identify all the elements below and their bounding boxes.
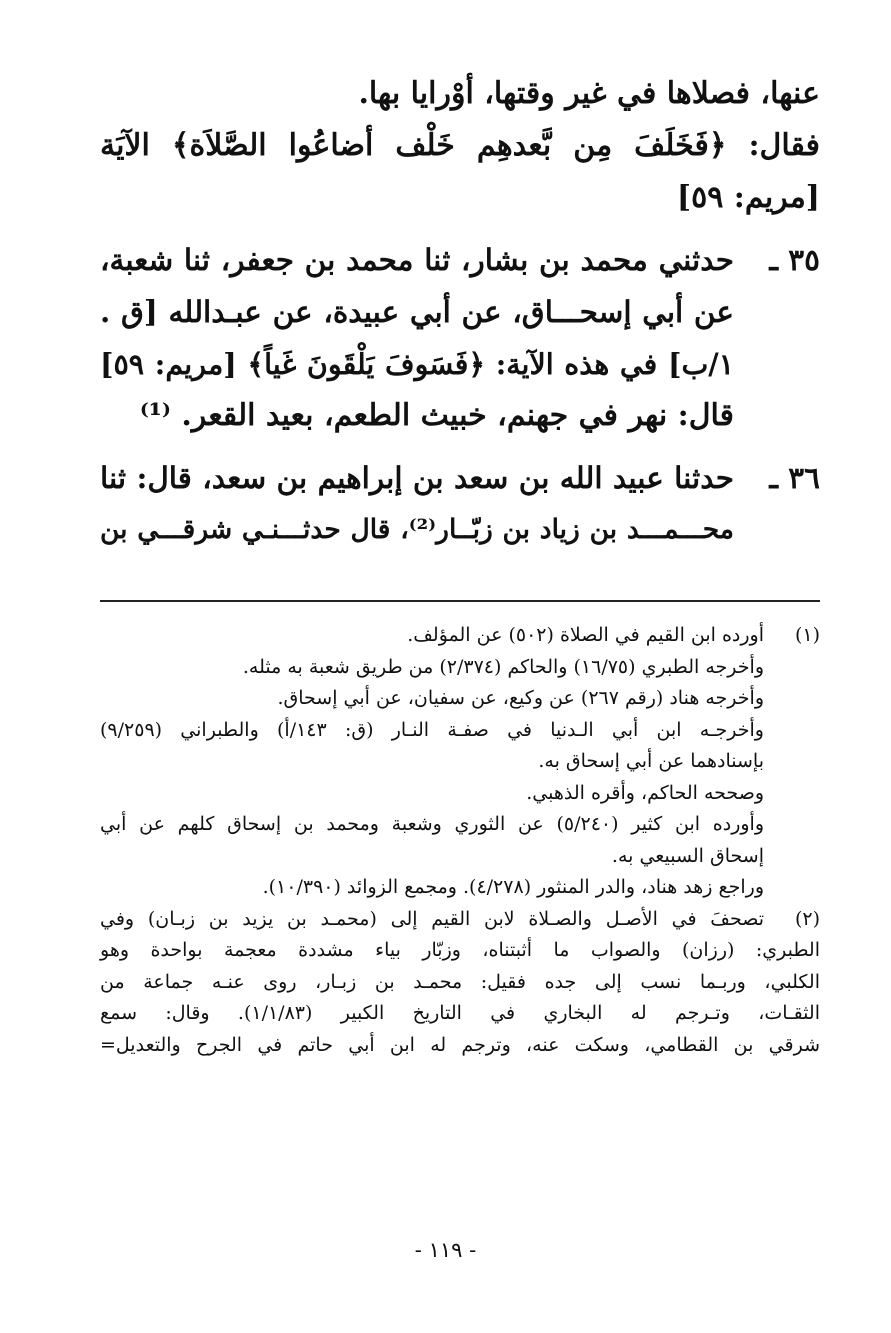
footnote-line: الكلبي، وربـما نسب إلى جده فقيل: محمـد بن زبـار، روى عنـه جماعة من: [100, 970, 820, 993]
footnote-line: [100, 620, 820, 652]
main-text: [100, 68, 820, 556]
footnote-text: أورده ابن القيم في الصلاة (٥٠٢) عن المؤلف.: [407, 624, 764, 646]
entry-line-text: حدثنا عبيد الله بن سعد بن إبراهيم بن سعد، قال: ثنا: [100, 460, 734, 495]
footnote-line: وصححه الحاكم، وأقره الذهبي.: [526, 781, 764, 804]
text-line: عن أبي إسحـــاق، عن أبي عبيدة، عن عبـدالله [ق .: [100, 294, 734, 329]
footnote-text: تصحفَ في الأصـل والصـلاة لابن القيم إلى (محمـد بن يزيد بن زبـان) وفي: [100, 907, 764, 930]
footnote-line: شرقي بن القطامي، وسكت عنه، وترجم له ابن أبي حاتم في الجرح والتعديل=: [100, 1033, 820, 1056]
footnote-line: وأورده ابن كثير (٥/٢٤٠) عن الثوري وشعبة ومحمد بن إسحاق كلهم عن أبي: [100, 813, 764, 835]
entry-number: ٣٥ ـ: [769, 242, 820, 277]
text-line: فقال: ﴿فَخَلَفَ مِن بَّعدهِم خَلْف أضاعُوا الصَّلاَة﴾ الآيَة: [100, 128, 820, 163]
footnote-number: (٢): [794, 907, 820, 930]
footnote-line: وأخرجه هناد (رقم ٢٦٧) عن وكيع، عن سفيان، عن أبي إسحاق.: [277, 687, 764, 709]
entry-first-line: [100, 234, 820, 286]
footnote-line: الطبري: (رزان) والصواب ما أثبتناه، وزبّار بياء مشددة معجمة بواحدة وهو: [100, 939, 820, 961]
hadith-entry-36: [100, 452, 820, 556]
entry-number: ٣٦ ـ: [769, 460, 820, 495]
entry-first-line: [100, 452, 820, 504]
footnote-line: الثقـات، وتـرجم له البخاري في التاريخ الكبير (١/١/٨٣). وقال: سمع: [100, 1002, 820, 1024]
footnote-number: (١): [794, 624, 820, 646]
footnote-1: [100, 620, 820, 904]
footnote-line: وأخرجه الطبري (١٦/٧٥) والحاكم (٢/٣٧٤) من طريق شعبة به مثله.: [242, 655, 764, 678]
entry-line-text: حدثني محمد بن بشار، ثنا محمد بن جعفر، ثنا شعبة،: [100, 242, 734, 277]
footnotes: [100, 620, 820, 1061]
footnote-divider: [100, 600, 820, 602]
hadith-entry-35: [100, 234, 820, 442]
footnote-2: [100, 904, 820, 1062]
footnote-line: بإسنادهما عن أبي إسحاق به.: [538, 750, 764, 772]
footnote-line: وراجع زهد هناد، والدر المنثور (٤/٢٧٨). ومجمع الزوائد (١٠/٣٩٠).: [262, 876, 764, 898]
text-line: قال: نهر في جهنم، خبيث الطعم، بعيد القعر. ⁽¹⁾: [139, 398, 734, 433]
footnote-line: إسحاق السبيعي به.: [611, 844, 764, 867]
text-line: [مريم: ٥٩]: [676, 180, 820, 215]
footnote-line: وأخرجـه ابن أبي الـدنيا في صفـة النـار (ق: ١٤٣/أ) والطبراني (٩/٢٥٩): [100, 718, 764, 741]
text-line: عنها، فصلاها في غير وقتها، أوْرايا بها.: [358, 76, 820, 111]
text-line: ١/ب] في هذه الآية: ﴿فَسَوفَ يَلْقَونَ غَياً﴾ [مريم: ٥٩]: [100, 347, 734, 381]
page-number: - ١١٩ -: [414, 1238, 477, 1262]
footnote-line: [100, 904, 820, 936]
text-line: محـــمـــد بن زياد بن زبّــار⁽²⁾، قال حدثـــنـي شرقـــي بن: [100, 514, 734, 545]
